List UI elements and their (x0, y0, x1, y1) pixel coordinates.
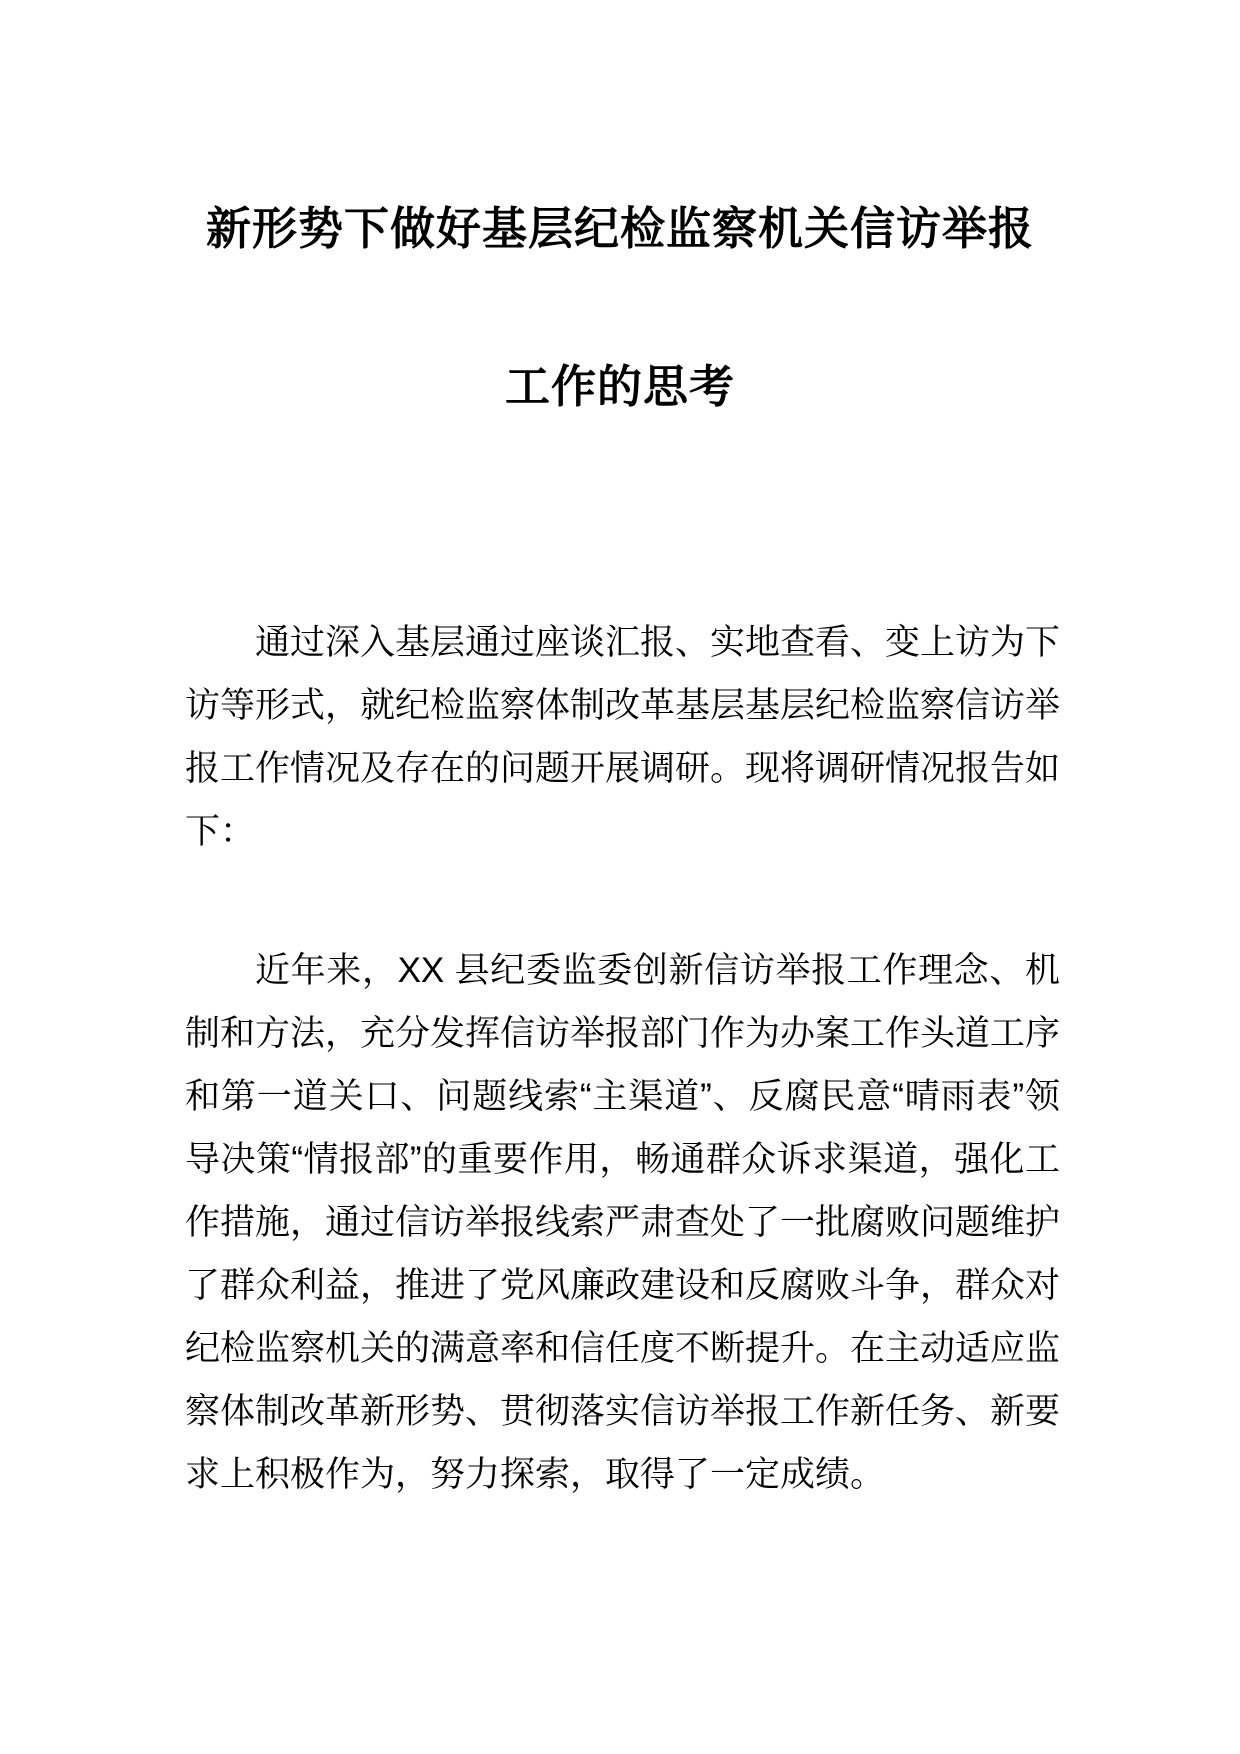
title-line-2: 工作的思考 (504, 361, 735, 412)
document-body (185, 466, 1060, 1506)
paragraph-2: 近年来，XX 县纪委监委创新信访举报工作理念、机制和方法，充分发挥信访举报部门作为办案工作头道工序和第一道关口、问题线索“主渠道”、反腐民意“晴雨表”领导决策“情报部”的重要作用，畅通群众诉求渠道，强化工作措施，通过信访举报线索严肃查处了一批腐败问题维护了群众利益，推进了党风廉政建设和反腐败斗争，群众对纪检监察机关的满意率和信任度不断提升。在主动适应监察体制改革新形势、贯彻落实信访举报工作新任务、新要求上积极作为，努力探索，取得了一定成绩。 (185, 951, 1061, 1494)
paragraph-1: 通过深入基层通过座谈汇报、实地查看、变上访为下访等形式，就纪检监察体制改革基层基层纪检监察信访举报工作情况及存在的问题开展调研。现将调研情况报告如下： (185, 623, 1061, 851)
document-title (0, 0, 1240, 466)
title-line-1: 新形势下做好基层纪检监察机关信访举报 (205, 203, 1034, 254)
